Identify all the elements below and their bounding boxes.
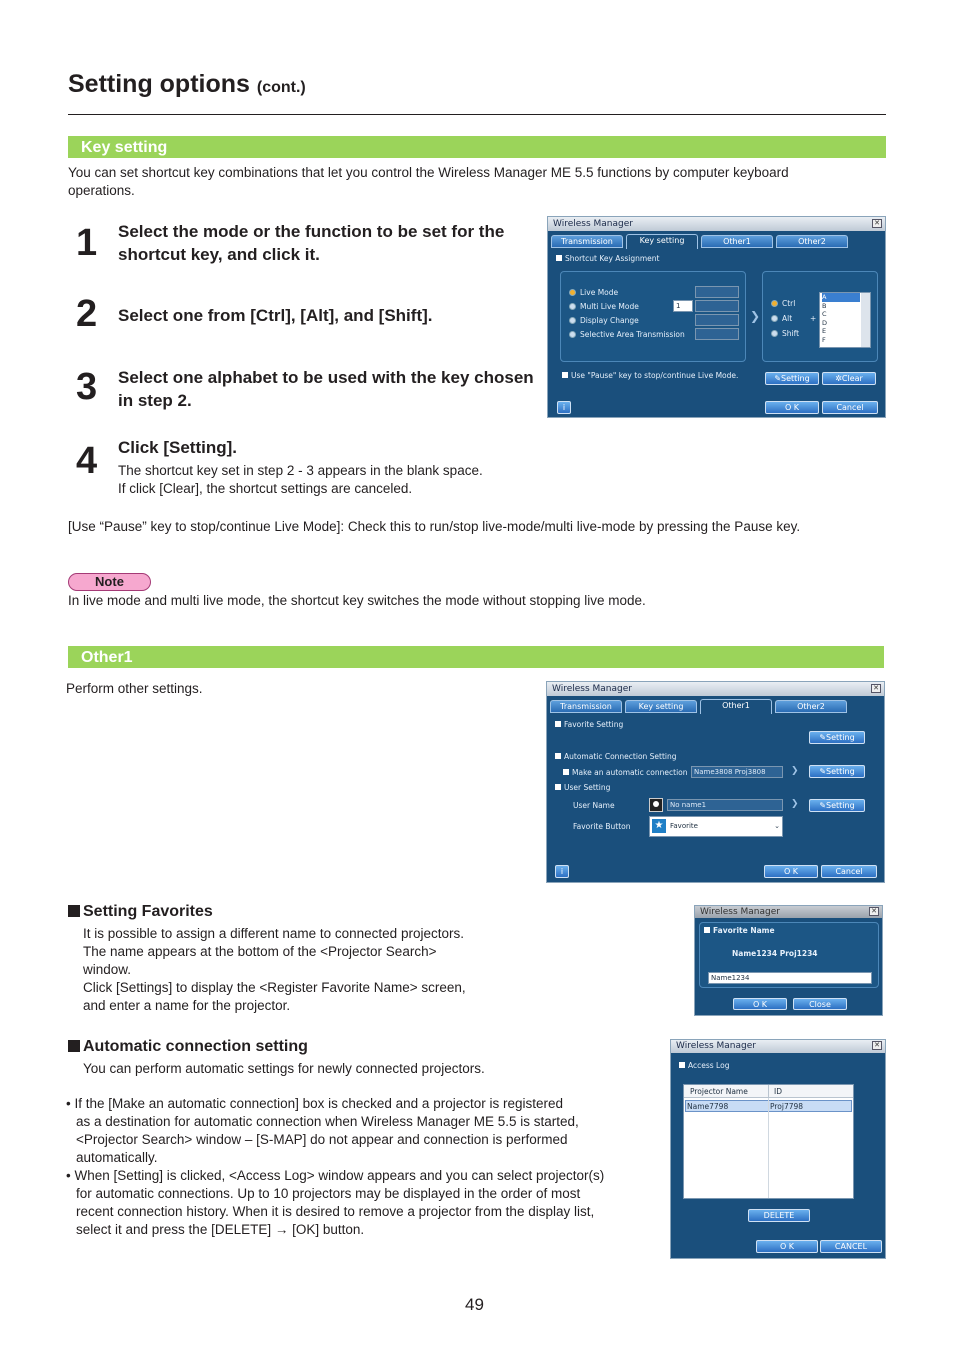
wrench-icon: ✎ [819, 733, 827, 742]
modifier-option[interactable]: Ctrl [771, 299, 795, 308]
checkbox-icon [555, 721, 561, 727]
wrench-icon: ✎ [819, 801, 827, 810]
step-text: Click [Setting]. [118, 438, 238, 457]
text-line: Click [Settings] to display the <Register Favorite Name> screen, [83, 980, 466, 995]
page-title: Setting options (cont.) [68, 70, 306, 98]
note-badge: Note [68, 573, 151, 591]
list-item[interactable]: A [822, 293, 860, 302]
bullet-line: • When [Setting] is clicked, <Access Log> window appears and you can select projector(s) [66, 1168, 605, 1183]
multi-live-stepper[interactable]: 1 [673, 300, 693, 312]
note-text: In live mode and multi live mode, the shortcut key switches the mode without stopping live mode. [68, 593, 646, 608]
text-line: window. [83, 962, 132, 977]
radio-icon [569, 317, 576, 324]
shortcut-display [695, 286, 739, 298]
auto-connection-heading: Automatic connection setting [68, 1038, 308, 1056]
section-heading-key-setting: Key setting [68, 136, 886, 158]
key-setting-window [547, 216, 886, 418]
user-name-label: User Name [573, 801, 615, 810]
tab-other2[interactable]: Other2 [775, 700, 847, 713]
column-divider [768, 1085, 769, 1098]
eraser-icon: ✲ [835, 374, 842, 383]
window-titlebar: Wireless Manager ✕ [671, 1040, 885, 1053]
auto-setting-button[interactable]: ✎Setting [809, 765, 865, 778]
ok-button[interactable]: O K [765, 401, 819, 414]
checkbox-icon [555, 753, 561, 759]
user-section-label: User Setting [555, 783, 610, 792]
arrow-right-icon: ❯ [791, 766, 799, 776]
window-titlebar: Wireless Manager ✕ [547, 682, 884, 696]
favorite-panel [699, 922, 879, 988]
step-text: Select the mode or the function to be set for the shortcut key, and click it. [118, 222, 505, 264]
auto-connection-bullets [66, 1095, 656, 1239]
table-cell: Name7798 [687, 1102, 729, 1111]
projector-name-line: Name1234 Proj1234 [732, 949, 818, 958]
checkbox-icon [555, 784, 561, 790]
access-log-label: Access Log [679, 1061, 729, 1070]
auto-connect-checkbox[interactable]: Make an automatic connection [563, 768, 688, 777]
checkbox-icon [704, 927, 710, 933]
mode-option[interactable]: Live Mode [569, 288, 618, 297]
radio-icon [771, 315, 778, 322]
list-item[interactable]: B [822, 301, 827, 310]
step-detail: If click [Clear], the shortcut settings are canceled. [118, 481, 413, 496]
auto-connection-intro: You can perform automatic settings for newly connected projectors. [83, 1061, 485, 1076]
list-item[interactable]: D [822, 318, 828, 327]
tab-transmission[interactable]: Transmission [551, 235, 623, 248]
step-text: Select one alphabet to be used with the key chosen in step 2. [118, 368, 534, 410]
column-header[interactable]: ID [774, 1087, 782, 1096]
tab-key-setting[interactable]: Key setting [626, 234, 698, 249]
radio-icon [569, 331, 576, 338]
close-button[interactable]: Close [793, 998, 847, 1010]
step-detail: The shortcut key set in step 2 - 3 appears in the blank space. [118, 463, 483, 478]
access-log-table [683, 1084, 854, 1199]
arrow-right-icon: ❯ [791, 799, 799, 809]
close-icon[interactable]: ✕ [871, 684, 881, 693]
close-icon[interactable]: ✕ [869, 907, 879, 916]
plus-sign: + [810, 314, 817, 323]
list-item[interactable]: F [822, 335, 826, 344]
access-log-window [670, 1039, 886, 1259]
cancel-button[interactable]: Cancel [821, 865, 877, 878]
bullet-line: <Projector Search> window – [S-MAP] do not appear and connection is performed [76, 1132, 568, 1147]
modifier-option[interactable]: Shift [771, 329, 799, 338]
bullet-line: select it and press the [DELETE] → [OK] button. [76, 1222, 365, 1237]
bullet-line: recent connection history. When it is desired to remove a projector from the display list, [76, 1204, 595, 1219]
close-icon[interactable]: ✕ [872, 1041, 882, 1050]
checkbox-icon [679, 1062, 685, 1068]
radio-icon [569, 303, 576, 310]
checkbox-icon [556, 255, 562, 261]
radio-icon [569, 289, 576, 296]
mode-option[interactable]: Multi Live Mode [569, 302, 639, 311]
list-item[interactable]: C [822, 310, 827, 318]
text-line: The name appears at the bottom of the <Projector Search> [83, 944, 437, 959]
bullet-line: automatically. [76, 1150, 158, 1165]
radio-icon [771, 300, 778, 307]
radio-icon [771, 330, 778, 337]
bullet-line: as a destination for automatic connection when Wireless Manager ME 5.5 is started, [76, 1114, 579, 1129]
list-item[interactable]: E [822, 327, 827, 335]
tab-key-setting[interactable]: Key setting [625, 700, 697, 713]
cancel-button[interactable]: Cancel [822, 401, 878, 414]
mode-panel [560, 271, 746, 362]
window-titlebar: Wireless Manager ✕ [548, 217, 885, 231]
ok-button[interactable]: O K [764, 865, 818, 878]
tab-transmission[interactable]: Transmission [550, 700, 622, 713]
square-bullet-icon [68, 1040, 80, 1052]
favorite-button-select[interactable]: ★ Favorite ⌄ [649, 816, 783, 837]
text-line: and enter a name for the projector. [83, 998, 291, 1013]
column-divider [768, 1098, 769, 1198]
scrollbar[interactable] [861, 293, 870, 347]
favorites-heading: Setting Favorites [68, 903, 213, 921]
text-line: It is possible to assign a different name to connected projectors. [83, 926, 464, 941]
close-icon[interactable]: ✕ [872, 219, 882, 228]
tab-other2[interactable]: Other2 [776, 235, 848, 248]
pause-checkbox[interactable]: Use "Pause" key to stop/continue Live Mode. [562, 371, 738, 380]
wrench-icon: ✎ [819, 767, 827, 776]
favorite-setting-button[interactable]: ✎Setting [809, 731, 865, 744]
table-header [684, 1085, 853, 1098]
bullet-line: • If the [Make an automatic connection] box is checked and a projector is registered [66, 1096, 563, 1111]
arrow-right-icon: ❯ [750, 309, 761, 323]
checkbox-icon [562, 372, 568, 378]
mode-option[interactable]: Selective Area Transmission [569, 330, 685, 339]
wrench-icon: ✎ [774, 374, 782, 383]
pause-key-description: [Use “Pause” key to stop/continue Live Mode]: Check this to run/stop live-mode/multi live-mode by pressing the Pause key. [68, 519, 801, 534]
info-button[interactable]: i [555, 865, 569, 878]
info-button[interactable]: i [557, 401, 571, 414]
section-heading-other1: Other1 [68, 646, 884, 668]
star-icon: ★ [652, 819, 666, 833]
auto-section-label: Automatic Connection Setting [555, 752, 677, 761]
chevron-down-icon: ⌄ [774, 822, 780, 830]
step-number: 4 [76, 440, 98, 482]
column-header[interactable]: Projector Name [690, 1087, 748, 1096]
modifier-option[interactable]: Alt [771, 314, 792, 323]
tab-other1[interactable]: Other1 [700, 699, 772, 714]
checkbox-icon [563, 769, 569, 775]
favorites-description [83, 925, 503, 1015]
cancel-button[interactable]: CANCEL [820, 1240, 882, 1253]
user-name-input[interactable]: No name1 [667, 799, 783, 811]
step-text: Select one from [Ctrl], [Alt], and [Shift]. [118, 306, 433, 325]
clear-button[interactable]: ✲Clear [822, 372, 876, 385]
delete-button[interactable]: DELETE [748, 1209, 810, 1222]
favorite-section-label: Favorite Setting [555, 720, 623, 729]
ok-button[interactable]: O K [756, 1240, 818, 1253]
title-rule [68, 114, 886, 115]
shortcut-display [695, 300, 739, 312]
shortcut-display [695, 328, 739, 340]
favorite-button-label: Favorite Button [573, 822, 631, 831]
setting-button[interactable]: ✎Setting [765, 372, 819, 385]
square-bullet-icon [68, 905, 80, 917]
favorite-name-window [694, 905, 883, 1016]
window-titlebar: Wireless Manager ✕ [695, 906, 882, 918]
favorite-name-input[interactable]: Name1234 [708, 972, 872, 984]
ok-button[interactable]: O K [733, 998, 787, 1010]
avatar[interactable] [649, 798, 663, 812]
other1-intro: Perform other settings. [66, 681, 203, 696]
page-number: 49 [465, 1295, 484, 1314]
bullet-line: for automatic connections. Up to 10 projectors may be displayed in the order of most [76, 1186, 581, 1201]
step-number: 3 [76, 366, 98, 408]
table-cell: Proj7798 [770, 1102, 804, 1111]
auto-connect-field: Name3808 Proj3808 [691, 766, 783, 778]
other1-window [546, 681, 885, 883]
mode-option[interactable]: Display Change [569, 316, 639, 325]
favorite-name-label: Favorite Name [704, 926, 775, 935]
user-setting-button[interactable]: ✎Setting [809, 799, 865, 812]
step-number: 1 [76, 222, 98, 264]
shortcut-section-label: Shortcut Key Assignment [556, 254, 659, 263]
step-number: 2 [76, 293, 98, 335]
key-setting-intro: You can set shortcut key combinations that let you control the Wireless Manager ME 5.5 functions by computer keyboard operations. [68, 165, 789, 198]
letter-listbox[interactable] [819, 292, 871, 348]
shortcut-display [695, 314, 739, 326]
tab-other1[interactable]: Other1 [701, 235, 773, 248]
key-panel [762, 271, 878, 362]
